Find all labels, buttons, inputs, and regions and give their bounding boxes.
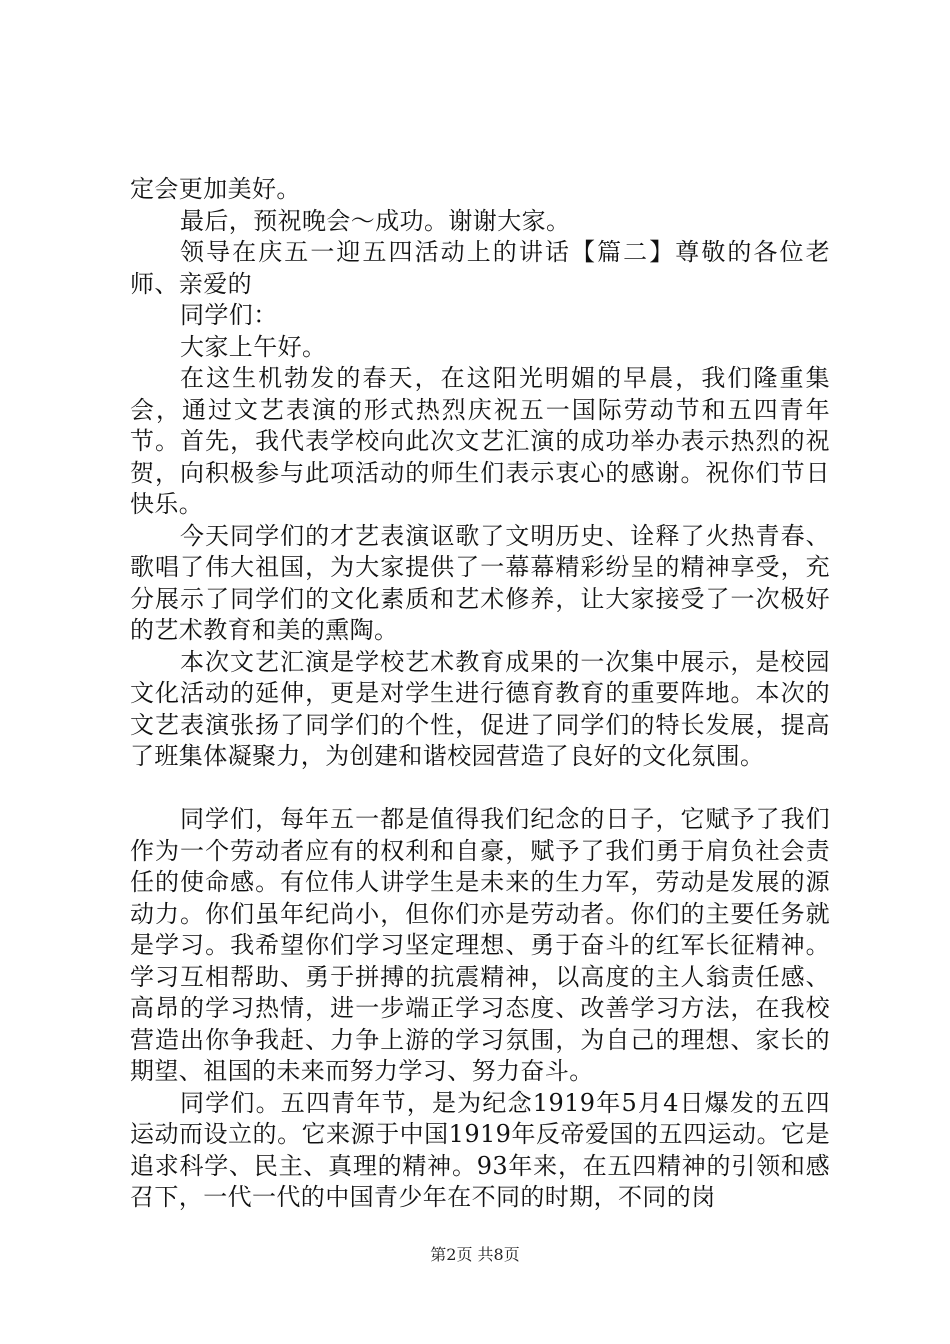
paragraph-greeting: 大家上午好。: [180, 332, 327, 361]
paragraph-youth-day: 同学们。五四青年节，是为纪念1919年5月4日爆发的五四运动而设立的。它来源于中国1919年反帝爱国的五四运动。它是追求科学、民主、真理的精神。93年来，在五四精神的引领和感召下，一代一代的中国青少年在不同的时期，不同的岗: [130, 1088, 830, 1211]
page-number-footer: 第2页 共8页: [430, 1245, 520, 1264]
paragraph-gap: [130, 773, 830, 805]
paragraph-showcase: 本次文艺汇演是学校艺术教育成果的一次集中展示，是校园文化活动的延伸，更是对学生进行德育教育的重要阵地。本次的文艺表演张扬了同学们的个性，促进了同学们的特长发展，提高了班集体凝聚力，为创建和谐校园营造了良好的文化氛围。: [130, 647, 830, 770]
paragraph-opening: 在这生机勃发的春天，在这阳光明媚的早晨，我们隆重集会，通过文艺表演的形式热烈庆祝五一国际劳动节和五四青年节。首先，我代表学校向此次文艺汇演的成功举办表示热烈的祝贺，向积极参与此项活动的师生们表示衷心的感谢。祝你们节日快乐。: [130, 364, 830, 518]
paragraph-continuation: 定会更加美好。: [130, 175, 301, 203]
paragraph-speech-heading: 领导在庆五一迎五四活动上的讲话【篇二】尊敬的各位老师、亲爱的: [130, 238, 830, 298]
paragraph-closing-wish: 最后，预祝晚会～成功。谢谢大家。: [180, 206, 571, 235]
document-body: [130, 174, 830, 1214]
paragraph-salutation: 同学们：: [180, 301, 278, 329]
paragraph-labor-day: 同学们，每年五一都是值得我们纪念的日子，它赋予了我们作为一个劳动者应有的权利和自豪，赋予了我们勇于肩负社会责任的使命感。有位伟人讲学生是未来的生力军，劳动是发展的源动力。你们虽年纪尚小，但你们亦是劳动者。你们的主要任务就是学习。我希望你们学习坚定理想、勇于奋斗的红军长征精神。学习互相帮助、勇于拼搏的抗震精神，以高度的主人翁责任感、高昂的学习热情，进一步端正学习态度、改善学习方法，在我校营造出你争我赶、力争上游的学习氛围，为自己的理想、家长的期望、祖国的未来而努力学习、努力奋斗。: [130, 805, 830, 1085]
paragraph-performance: 今天同学们的才艺表演讴歌了文明历史、诠释了火热青春、歌唱了伟大祖国，为大家提供了一幕幕精彩纷呈的精神享受，充分展示了同学们的文化素质和艺术修养，让大家接受了一次极好的艺术教育和美的熏陶。: [130, 521, 830, 644]
